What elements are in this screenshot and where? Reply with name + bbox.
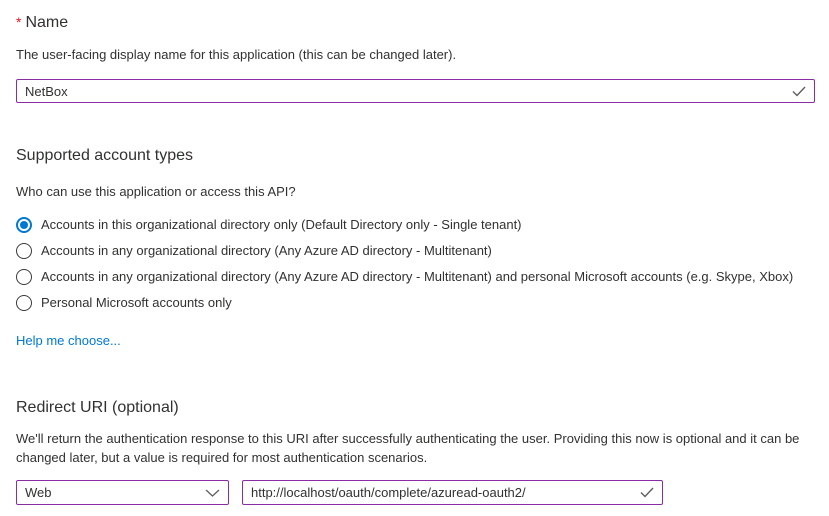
- platform-select[interactable]: [16, 480, 229, 505]
- platform-select-value: Web: [25, 485, 52, 500]
- radio-button-icon: [16, 295, 32, 311]
- radio-dot: [20, 247, 28, 255]
- radio-dot: [20, 273, 28, 281]
- radio-button-icon: [16, 217, 32, 233]
- radio-option-multitenant[interactable]: [16, 238, 815, 264]
- account-types-question: Who can use this application or access this API?: [16, 184, 296, 199]
- account-types-heading: Supported account types: [16, 147, 194, 164]
- radio-option-personal-only[interactable]: [16, 290, 815, 316]
- chevron-down-icon: [205, 489, 220, 497]
- name-input[interactable]: [17, 81, 792, 101]
- radio-option-label: Accounts in any organizational directory (Any Azure AD directory - Multitenant) and personal Microsoft accounts (e.g. Skype, Xbox): [41, 269, 794, 284]
- radio-option-multitenant-personal[interactable]: [16, 264, 815, 290]
- redirect-uri-row: [16, 480, 815, 505]
- valid-checkmark-icon: [640, 487, 654, 498]
- radio-button-icon: [16, 243, 32, 259]
- redirect-uri-field-container: [242, 480, 663, 505]
- valid-checkmark-icon: [792, 86, 806, 97]
- account-types-radio-group: [16, 212, 815, 316]
- radio-button-icon: [16, 269, 32, 285]
- required-asterisk: *: [16, 14, 22, 30]
- help-me-choose-link[interactable]: Help me choose...: [16, 333, 121, 348]
- redirect-uri-description: We'll return the authentication response to this URI after successfully authenticating the user. Providing this now is optional and it can be changed later, but a value is required for most authentication scenarios.: [16, 431, 800, 465]
- name-description: The user-facing display name for this application (this can be changed later).: [16, 47, 457, 62]
- name-label: Name: [25, 14, 69, 31]
- radio-dot: [20, 221, 28, 229]
- redirect-uri-input[interactable]: [243, 483, 640, 503]
- radio-dot: [20, 299, 28, 307]
- name-field-container: [16, 79, 815, 103]
- radio-option-label: Accounts in any organizational directory (Any Azure AD directory - Multitenant): [41, 243, 492, 258]
- redirect-uri-heading: Redirect URI (optional): [16, 399, 179, 416]
- radio-option-label: Personal Microsoft accounts only: [41, 295, 232, 310]
- radio-option-label: Accounts in this organizational directory only (Default Directory only - Single tenant): [41, 217, 522, 232]
- name-section-heading: [16, 12, 815, 33]
- radio-option-single-tenant[interactable]: [16, 212, 815, 238]
